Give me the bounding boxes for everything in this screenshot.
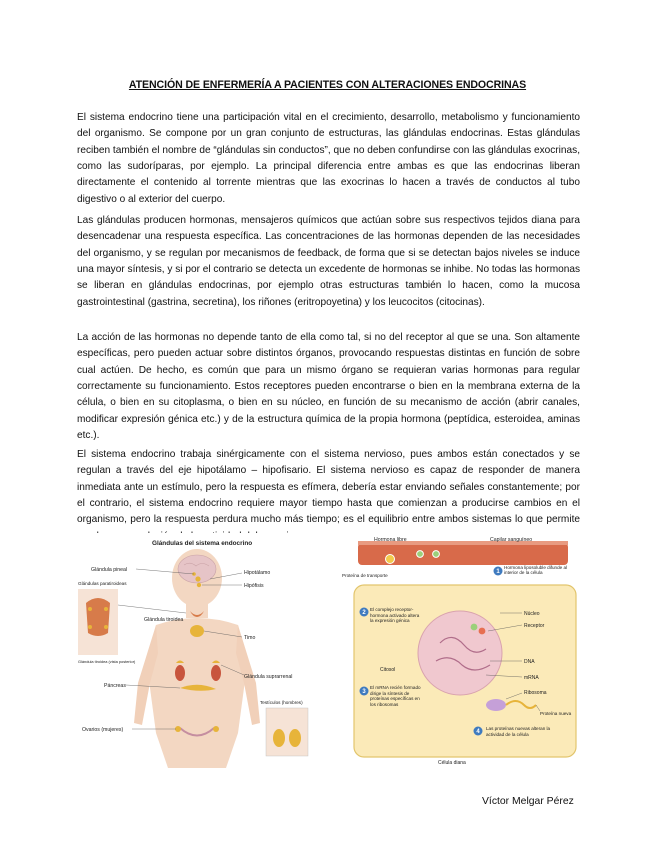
thyroid-posterior-view: [78, 589, 118, 655]
label-cytosol: Citosol: [380, 667, 396, 673]
paragraph-nervous-system: El sistema endocrino trabaja sinérgicamente con el sistema nervioso, pues ambos están conectados y se regulan a través del eje hipotálamo – hipofisario. El sistema nervioso es capaz de responder de manera inmediata ante un estímulo, pero la respuesta es efímera, debería estar enviando señales constantemente; por el contrario, el sistema endocrino requiere mayor tiempo hasta que comienzan a producirse cambios en el organismo, pero la respuesta perdura mucho más tiempo; es el equilibrio entre ambos sistemas lo que permite: [77, 449, 580, 526]
label-mrna: mRNA: [524, 675, 539, 681]
step-badge-3: 3: [362, 689, 366, 695]
author-name: Víctor Melgar Pérez: [482, 796, 574, 807]
paragraph-intro: El sistema endocrino tiene una participación vital en el crecimiento, desarrollo, metabolismo y funcionamiento del organismo. Se compone por un gran conjunto de estructuras, las glándulas endocrinas. Estas glándulas reciben también el nombre de “glándulas sin conductos”, que no deben confundirse con las glándulas exocrinas, como las sudoríparas, por ejemplo. La principal diferencia entre ambas es que las endocrinas liberan directamente el contenido al torrente mientras que las exocrinas lo hacen a través de conductos al tubo digestivo o al exterior del cuerpo.: [77, 112, 580, 205]
step2-text-box: [370, 607, 424, 645]
label-thymus: Timo: [244, 635, 256, 641]
step-badge-4: 4: [476, 729, 480, 735]
label-dna: DNA: [524, 659, 535, 665]
step-badge-2: 2: [362, 610, 366, 616]
endocrine-figure-title: Glándulas del sistema endocrino: [152, 540, 253, 547]
label-hypophysis: Hipófisis: [244, 583, 264, 589]
step2-text: El complejo receptor-hormona activado altera la expresión génica: [370, 607, 420, 624]
label-ovaries: Ovarios (mujeres): [82, 727, 124, 733]
label-free-hormone: Hormona libre: [374, 537, 407, 543]
label-transport-protein: Proteína de transporte: [342, 573, 388, 578]
label-thyroid: Glándula tiroidea: [144, 617, 184, 623]
label-nucleus: Núcleo: [524, 611, 540, 617]
nucleus: [418, 611, 502, 695]
step1-text: Hormona liposoluble difunde al interior de la célula: [504, 565, 568, 576]
label-hypothalamus: Hipotálamo: [244, 570, 271, 576]
step4-text: Las proteínas nuevas alteran la actividad de la célula: [486, 726, 551, 737]
step1-text-box: [504, 565, 576, 589]
label-capillary: Capilar sanguíneo: [490, 537, 533, 543]
label-target-cell: Célula diana: [438, 760, 466, 766]
testes-panel: [266, 708, 308, 756]
endocrine-glands-figure: [76, 533, 321, 768]
document-title: ATENCIÓN DE ENFERMERÍA A PACIENTES CON ALTERACIONES ENDOCRINAS: [128, 79, 527, 91]
label-pancreas: Páncreas: [104, 683, 126, 689]
label-ribosome: Ribosoma: [524, 690, 547, 696]
step-badge-1: 1: [496, 569, 500, 575]
step3-text: El mRNA recién formado dirige la síntesis de proteínas específicas en los ribosomas: [370, 685, 421, 707]
label-adrenal: Glándula suprarrenal: [244, 674, 293, 680]
label-thyroid-back: Glándula tiroidea (vista posterior): [78, 659, 136, 664]
paragraph-receptors: La acción de las hormonas no depende tanto de ella como tal, si no del receptor al que se una. Son altamente específicas, pero pueden actuar sobre distintos órganos, provocando respuestas distintas en función de sobre cual actúen. De hecho, es común que para un mismo órgano se requieran varias hormonas para regular correctamente su funcionamiento. Estos receptores pueden encontrarse o bien en la membrana externa de la célula, o bien en su citoplasma, o bien en su núcleo, en función de su mecanismo de acción (abrir canales, modificar expresión génica etc.) y de la estructura química de la propia hormona (peptídica, esteroidea, aminas etc.).: [77, 332, 580, 441]
label-pineal: Glándula pineal: [91, 567, 128, 573]
step4-text-box: [486, 726, 556, 748]
label-parathyroid: Glándulas paratiroideas: [78, 581, 127, 586]
label-new-protein: Proteína nueva: [540, 711, 572, 716]
label-receptor: Receptor: [524, 623, 545, 629]
step3-text-box: [370, 685, 426, 729]
label-testes: Testículos (hombres): [260, 700, 303, 705]
paragraph-hormones: Las glándulas producen hormonas, mensajeros químicos que actúan sobre sus respectivos tejidos diana para desencadenar una respuesta específica. Las concentraciones de las hormonas dependen de las necesidades del organismo, y se regulan por mecanismos de feedback, de forma que si se detectan bajos niveles se induce una mayor síntesis, y si por el contrario se detecta un excedente de hormonas se inhibe. No todas las hormonas se liberan en glándulas endocrinas, por ejemplo otras estructuras también lo hacen, como la mucosa gastrointestinal (gastrina, secretina), los riñones (eritropoyetina) y los leucocitos (citocinas).: [77, 215, 580, 308]
hormone-action-figure: [340, 533, 578, 768]
